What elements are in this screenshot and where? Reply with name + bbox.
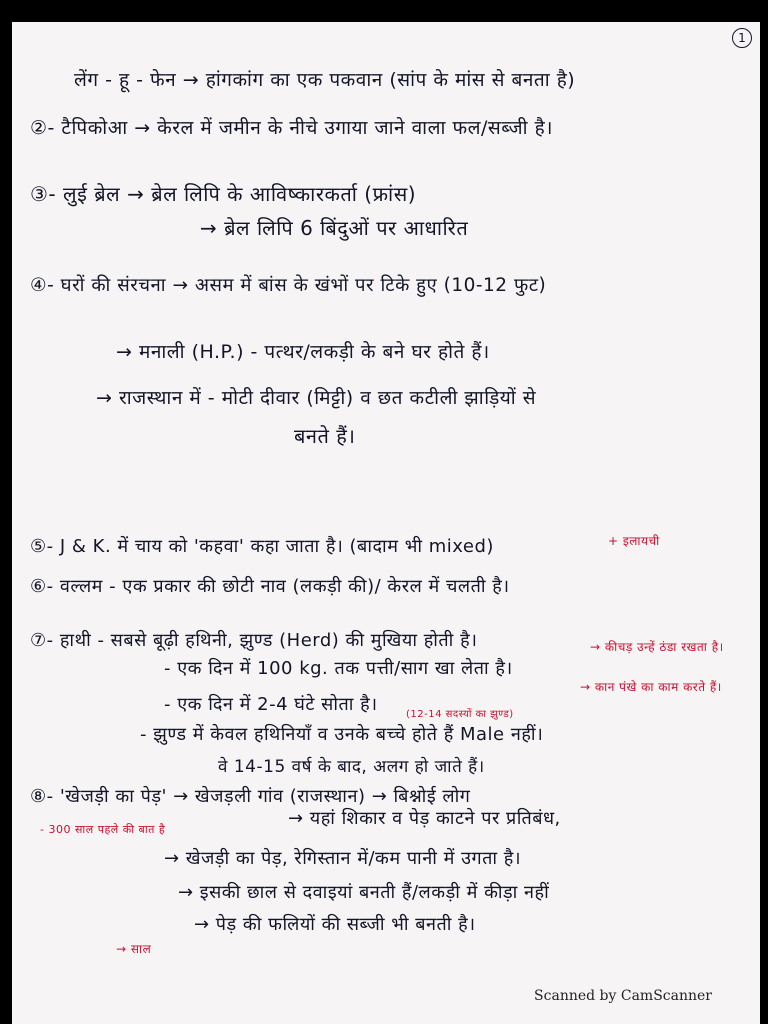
scanner-watermark: Scanned by CamScanner (534, 988, 712, 1004)
note-line-16: ⑧- 'खेजड़ी का पेड़' → खेजड़ली गांव (राजस्थान) → बिश्नोई लोग (30, 786, 471, 807)
note-line-14: - झुण्ड में केवल हथिनियाँ व उनके बच्चे होते हैं Male नहीं। (140, 724, 544, 745)
note-line-5: ④- घरों की संरचना → असम में बांस के खंभों पर टिके हुए (10-12 फुट) (30, 275, 547, 296)
note-line-13: - एक दिन में 2-4 घंटे सोता है। (164, 694, 378, 715)
note-line-10: ⑥- वल्लम - एक प्रकार की छोटी नाव (लकड़ी की)/ केरल में चलती है। (30, 576, 510, 597)
note-line-8: बनते हैं। (294, 424, 356, 448)
notebook-page (12, 22, 760, 1024)
note-line-3: ③- लुई ब्रेल → ब्रेल लिपि के आविष्कारकर्ता (फ्रांस) (30, 182, 417, 206)
note-line-18: → खेजड़ी का पेड़, रेगिस्तान में/कम पानी में उगता है। (164, 848, 522, 869)
note-line-20: → पेड़ की फलियों की सब्जी भी बनती है। (194, 914, 476, 935)
note-line-17-annotation: - 300 साल पहले की बात है (40, 823, 166, 836)
note-line-12: - एक दिन में 100 kg. तक पत्ती/साग खा लेता है। (164, 658, 513, 679)
note-line-12-remark: → कीचड़ उन्हें ठंडा रखता है। (590, 640, 724, 654)
note-line-15: वे 14-15 वर्ष के बाद, अलग हो जाते हैं। (218, 757, 485, 777)
note-line-1: लेंग - हू - फेन → हांगकांग का एक पकवान (सांप के मांस से बनता है) (74, 69, 576, 91)
note-line-9-addendum: + इलायची (608, 534, 660, 548)
note-line-13-remark: → कान पंखे का काम करते हैं। (580, 680, 722, 694)
note-line-9: ⑤- J & K. में चाय को 'कहवा' कहा जाता है। (बादाम भी mixed) (30, 536, 494, 557)
note-line-6: → मनाली (H.P.) - पत्थर/लकड़ी के बने घर होते हैं। (116, 341, 490, 363)
note-line-2: ②- टैपिकोआ → केरल में जमीन के नीचे उगाया जाने वाला फल/सब्जी है। (30, 117, 553, 139)
note-line-21: → साल (116, 942, 152, 956)
page-number: 1 (732, 28, 752, 48)
note-line-19: → इसकी छाल से दवाइयां बनती हैं/लकड़ी में कीड़ा नहीं (178, 882, 550, 903)
note-line-14-annotation: (12-14 सदस्यों का झुण्ड) (406, 709, 514, 720)
note-line-11: ⑦- हाथी - सबसे बूढ़ी हथिनी, झुण्ड (Herd) की मुखिया होती है। (30, 630, 478, 651)
note-line-7: → राजस्थान में - मोटी दीवार (मिट्टी) व छत कटीली झाड़ियों से (96, 387, 537, 409)
note-line-4: → ब्रेल लिपि 6 बिंदुओं पर आधारित (200, 216, 469, 240)
note-line-17: → यहां शिकार व पेड़ काटने पर प्रतिबंध, (288, 808, 561, 829)
